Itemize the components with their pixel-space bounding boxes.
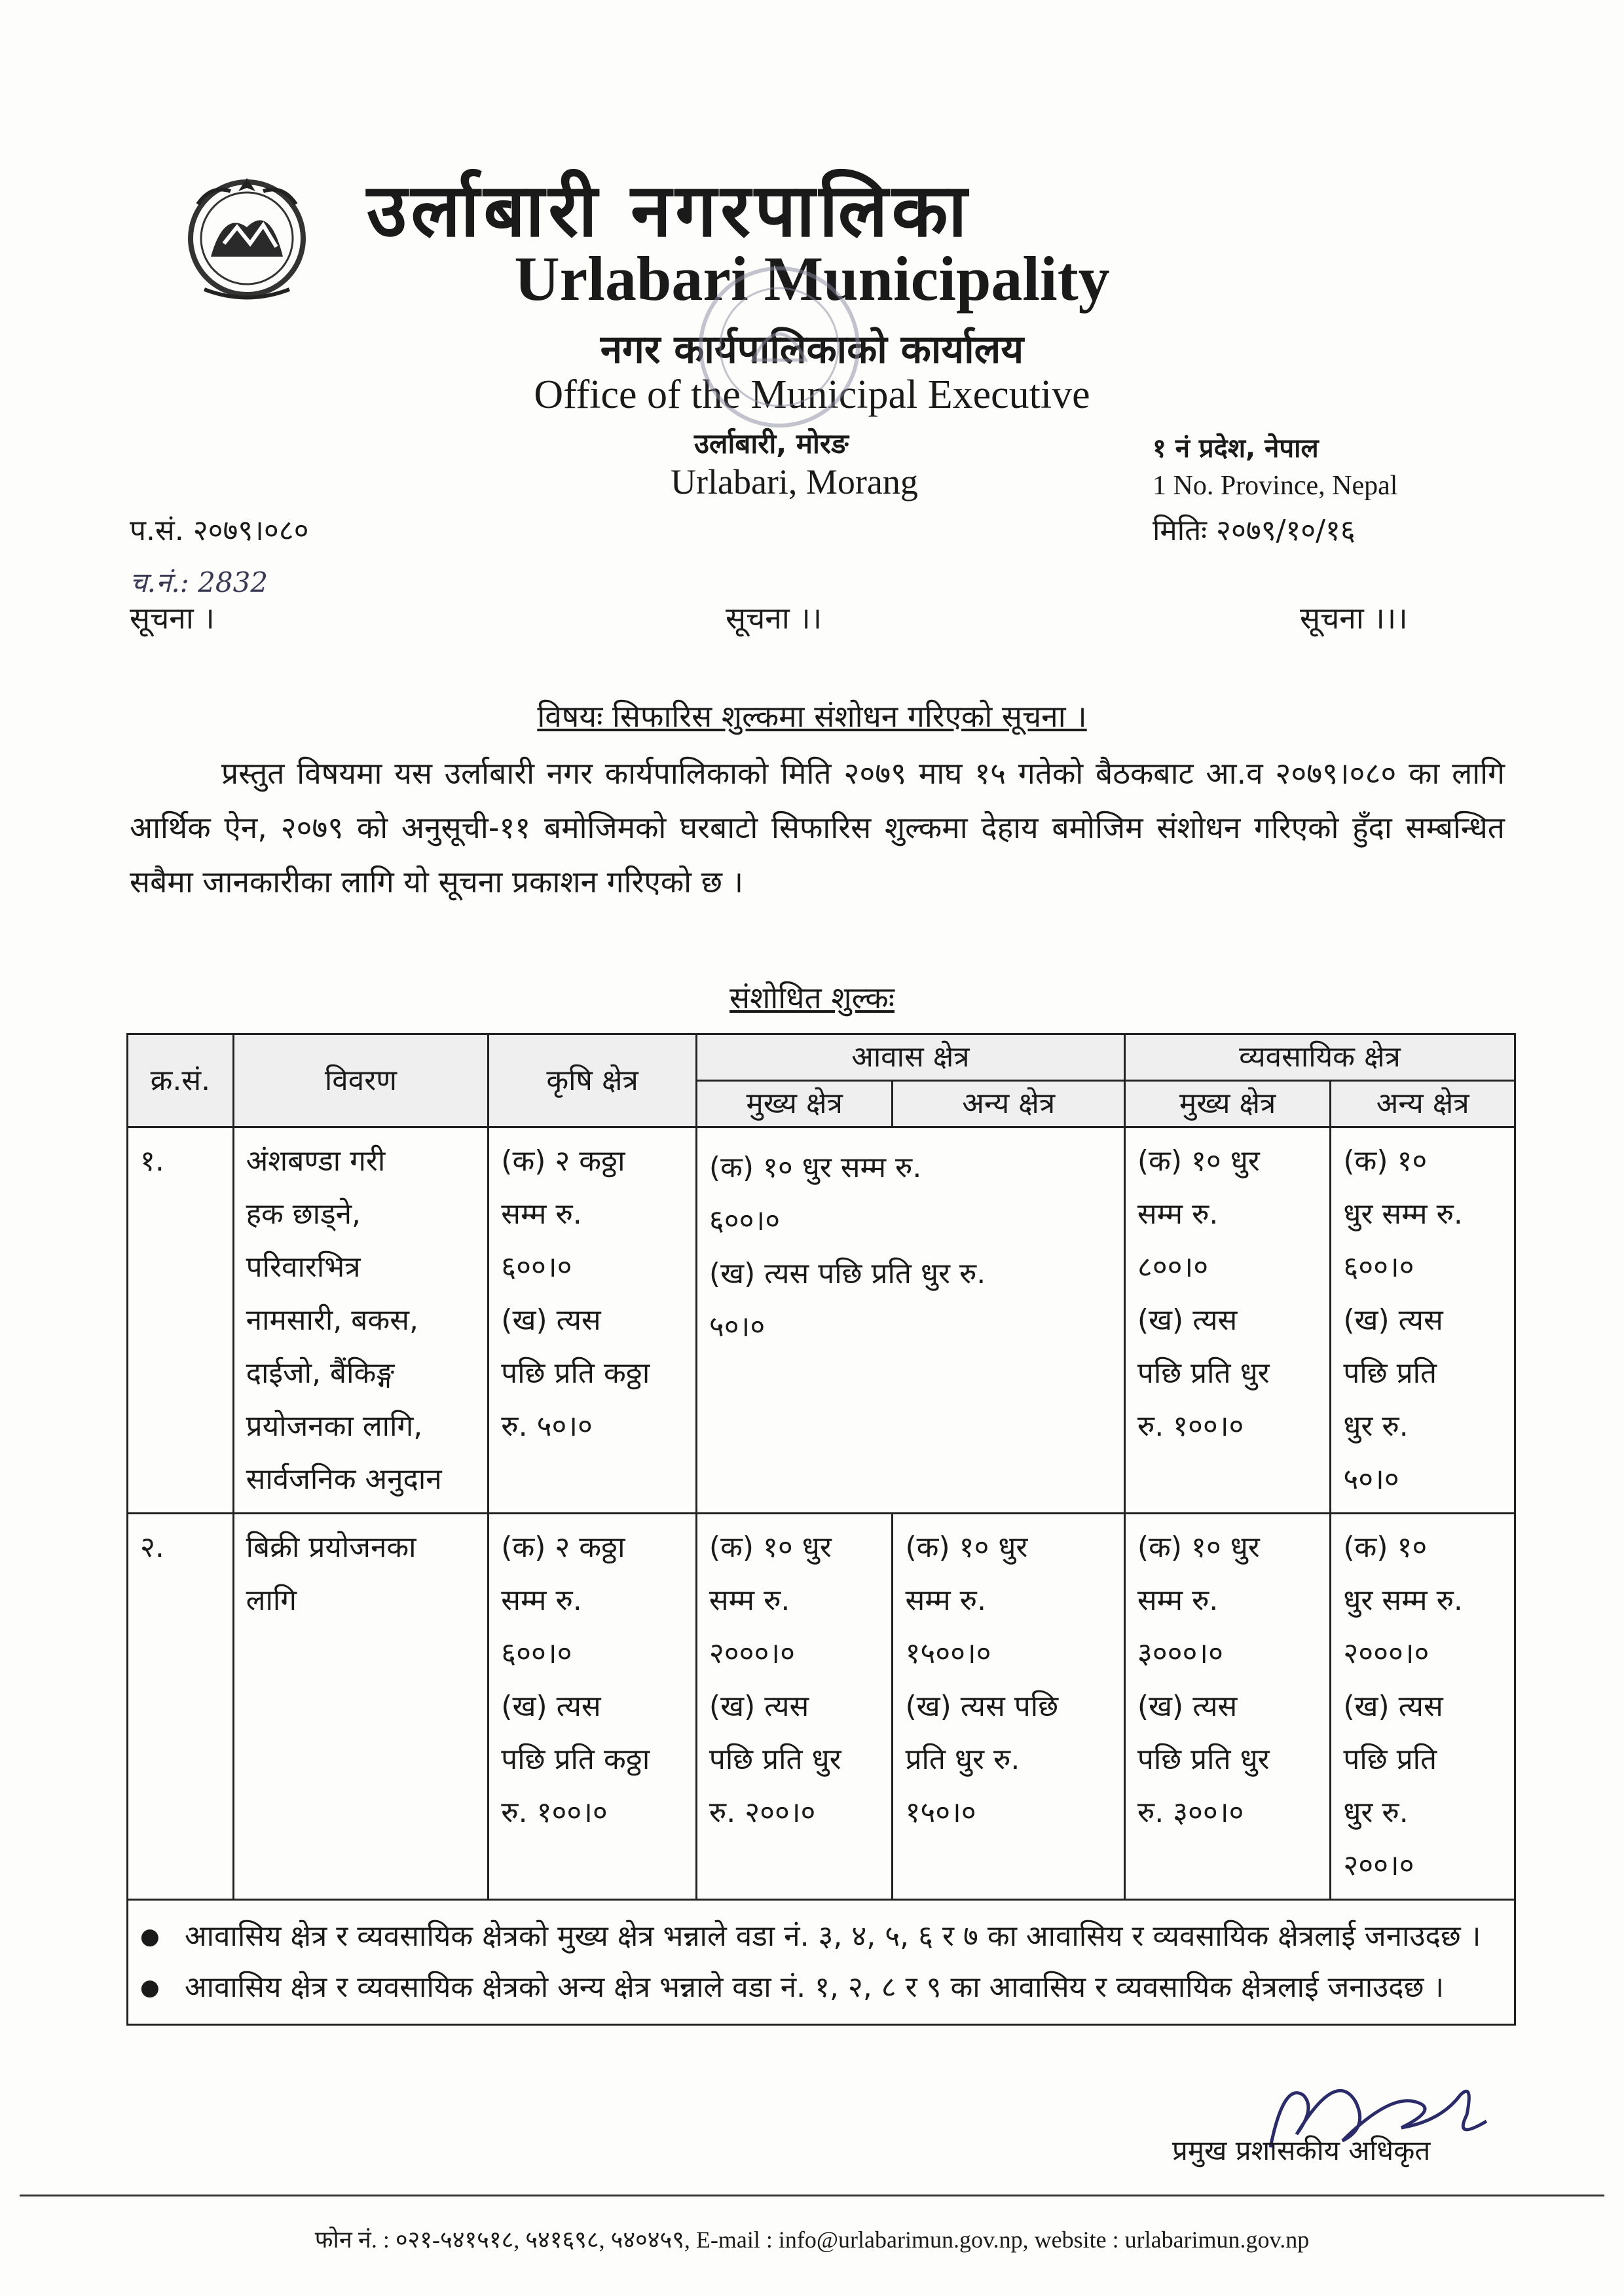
cell-line: पछि प्रति धुर bbox=[1137, 1743, 1270, 1776]
header-commercial-main: मुख्य क्षेत्र bbox=[1124, 1081, 1330, 1127]
cell-line: रु. ३००।० bbox=[1137, 1796, 1244, 1829]
table-row bbox=[128, 1514, 1515, 1900]
cell-line: (क) १० धुर सम्म रु. bbox=[709, 1151, 922, 1184]
revised-fee-table bbox=[126, 1033, 1516, 2026]
cell-line: ५०।० bbox=[1343, 1463, 1399, 1496]
office-name-nepali: नगर कार्यपालिकाको कार्यालय bbox=[600, 327, 1024, 373]
cell-line: ३०००।० bbox=[1137, 1637, 1223, 1670]
office-stamp-icon bbox=[681, 249, 877, 445]
cell-line: (ख) त्यस bbox=[1137, 1690, 1238, 1723]
row-commercial-other-fee bbox=[1331, 1514, 1515, 1900]
province-english: 1 No. Province, Nepal bbox=[1153, 471, 1398, 501]
table-caption: संशोधित शुल्कः bbox=[729, 980, 895, 1015]
cell-line: (क) १० bbox=[1343, 1531, 1428, 1564]
cell-line: अंशबण्डा गरी bbox=[246, 1144, 386, 1178]
issue-date: मितिः २०७९/१०/१६ bbox=[1153, 514, 1356, 547]
cell-line: (क) २ कठ्ठा bbox=[501, 1531, 625, 1564]
cell-line: सम्म रु. bbox=[501, 1197, 582, 1231]
cell-line: सार्वजनिक अनुदान bbox=[246, 1463, 442, 1496]
cell-line: पछि प्रति bbox=[1343, 1743, 1437, 1776]
cell-line: १५०।० bbox=[905, 1796, 976, 1829]
row-commercial-other-fee bbox=[1331, 1127, 1515, 1514]
cell-line: २००।० bbox=[1343, 1849, 1414, 1882]
cell-line: (ख) त्यस bbox=[501, 1303, 601, 1337]
cell-line: सम्म रु. bbox=[905, 1584, 986, 1617]
cell-line: २०००।० bbox=[1343, 1637, 1430, 1670]
row-serial: २. bbox=[128, 1514, 234, 1900]
header-description: विवरण bbox=[233, 1034, 489, 1127]
cell-line: (क) १० धुर bbox=[905, 1531, 1028, 1564]
cell-line: पछि प्रति कठ्ठा bbox=[501, 1357, 650, 1390]
cell-line: ८००।० bbox=[1137, 1250, 1209, 1284]
notice-label-2: सूचना ।। bbox=[726, 600, 822, 636]
table-row bbox=[128, 1127, 1515, 1514]
province-nepali: १ नं प्रदेश, नेपाल bbox=[1153, 433, 1319, 464]
row-commercial-main-fee bbox=[1124, 1514, 1330, 1900]
cell-line: सम्म रु. bbox=[501, 1584, 582, 1617]
cell-line: ६००।० bbox=[501, 1637, 572, 1670]
cell-line: प्रति धुर रु. bbox=[905, 1743, 1020, 1776]
cell-line: दाईजो, बैंकिङ्ग bbox=[246, 1357, 395, 1390]
header-agriculture: कृषि क्षेत्र bbox=[489, 1034, 697, 1127]
dispatch-number-handwritten: च.नं.: 2832 bbox=[130, 566, 268, 598]
notice-label-3: सूचना ।।। bbox=[1300, 600, 1408, 636]
header-serial: क्र.सं. bbox=[128, 1034, 234, 1127]
row-agriculture-fee bbox=[489, 1514, 697, 1900]
office-name-english: Office of the Municipal Executive bbox=[534, 373, 1090, 417]
cell-line: (क) १० धुर bbox=[709, 1531, 832, 1564]
cell-line: ५०।० bbox=[709, 1310, 766, 1343]
cell-line: ६००।० bbox=[1343, 1250, 1414, 1284]
cell-line: धुर रु. bbox=[1343, 1410, 1409, 1443]
cell-line: (ख) त्यस bbox=[709, 1690, 809, 1723]
cell-line: प्रयोजनका लागि, bbox=[246, 1410, 423, 1443]
cell-line: सम्म रु. bbox=[1137, 1584, 1219, 1617]
reference-number: प.सं. २०७९।०८० bbox=[130, 514, 309, 547]
bullet-icon: ● bbox=[140, 1923, 160, 1950]
cell-line: ६००।० bbox=[709, 1204, 781, 1237]
header-residential-main: मुख्य क्षेत्र bbox=[696, 1081, 893, 1127]
cell-line: २०००।० bbox=[709, 1637, 795, 1670]
cell-line: (क) १० धुर bbox=[1137, 1144, 1260, 1178]
row-residential-other-fee bbox=[893, 1514, 1124, 1900]
cell-line: धुर रु. bbox=[1343, 1796, 1409, 1829]
cell-line: रु. १००।० bbox=[1137, 1410, 1244, 1443]
note-text: आवासिय क्षेत्र र व्यवसायिक क्षेत्रको मुख्य क्षेत्र भन्नाले वडा नं. ३, ४, ५, ६ र ७ का आवासिय र व्यवसायिक क्षेत्रलाई जनाउदछ । bbox=[185, 1920, 1481, 1953]
signatory-title: प्रमुख प्रशासकीय अधिकृत bbox=[1172, 2134, 1431, 2166]
cell-line: (ख) त्यस पछि प्रति धुर रु. bbox=[709, 1257, 986, 1290]
row-agriculture-fee bbox=[489, 1127, 697, 1514]
cell-line: (क) २ कठ्ठा bbox=[501, 1144, 625, 1178]
cell-line: लागि bbox=[246, 1584, 297, 1617]
footer-divider bbox=[20, 2195, 1604, 2196]
header-commercial: व्यवसायिक क्षेत्र bbox=[1124, 1034, 1515, 1081]
cell-line: पछि प्रति bbox=[1343, 1357, 1437, 1390]
table-notes bbox=[128, 1900, 1515, 2025]
row-residential-fee bbox=[696, 1127, 1124, 1514]
bullet-icon: ● bbox=[140, 1975, 160, 2001]
header-residential: आवास क्षेत्र bbox=[696, 1034, 1124, 1081]
cell-line: रु. १००।० bbox=[501, 1796, 608, 1829]
notice-label-1: सूचना । bbox=[130, 600, 215, 636]
place-nepali: उर्लाबारी, मोरङ bbox=[694, 428, 849, 460]
notice-subject: विषयः सिफारिस शुल्कमा संशोधन गरिएको सूचना । bbox=[537, 699, 1087, 734]
cell-line: नामसारी, बकस, bbox=[246, 1303, 418, 1337]
note-item bbox=[140, 1911, 1502, 1962]
notice-body: प्रस्तुत विषयमा यस उर्लाबारी नगर कार्यपालिकाको मिति २०७९ माघ १५ गतेको बैठकबाट आ.व २०७९।०८० का लागि आर्थिक ऐन, २०७९ को अनुसूची-११ बमोजिमको घरबाटो सिफारिस शुल्कमा देहाय बमोजिम संशोधन गरिएको हुँदा सम्बन्धित सबैमा जानकारीका लागि यो सूचना प्रकाशन गरिएको छ । bbox=[130, 756, 1505, 900]
cell-line: (क) १० bbox=[1343, 1144, 1428, 1178]
cell-line: रु. ५०।० bbox=[501, 1410, 593, 1443]
cell-line: बिक्री प्रयोजनका bbox=[246, 1531, 416, 1564]
municipality-name-english: Urlabari Municipality bbox=[514, 244, 1110, 314]
cell-line: (ख) त्यस bbox=[1343, 1303, 1443, 1337]
cell-line: परिवारभित्र bbox=[246, 1250, 361, 1284]
cell-line: पछि प्रति कठ्ठा bbox=[501, 1743, 650, 1776]
row-description bbox=[233, 1514, 489, 1900]
cell-line: सम्म रु. bbox=[709, 1584, 790, 1617]
row-description bbox=[233, 1127, 489, 1514]
header-residential-other: अन्य क्षेत्र bbox=[893, 1081, 1124, 1127]
place-english: Urlabari, Morang bbox=[671, 462, 918, 501]
row-commercial-main-fee bbox=[1124, 1127, 1330, 1514]
cell-line: (ख) त्यस पछि bbox=[905, 1690, 1059, 1723]
note-text: आवासिय क्षेत्र र व्यवसायिक क्षेत्रको अन्य क्षेत्र भन्नाले वडा नं. १, २, ८ र ९ का आवासिय र व्यवसायिक क्षेत्रलाई जनाउदछ । bbox=[185, 1971, 1445, 2004]
cell-line: (ख) त्यस bbox=[501, 1690, 601, 1723]
municipality-name-nepali: उर्लाबारी नगरपालिका bbox=[367, 168, 971, 253]
cell-line: हक छाड्ने, bbox=[246, 1197, 361, 1231]
cell-line: पछि प्रति धुर bbox=[709, 1743, 841, 1776]
header-commercial-other: अन्य क्षेत्र bbox=[1331, 1081, 1515, 1127]
cell-line: रु. २००।० bbox=[709, 1796, 816, 1829]
cell-line: धुर सम्म रु. bbox=[1343, 1197, 1463, 1231]
cell-line: पछि प्रति धुर bbox=[1137, 1357, 1270, 1390]
footer-contact: फोन नं. : ०२१-५४१५१८, ५४१६९८, ५४०४५९, E-mail : info@urlabarimun.gov.np, website : urlabarimun.gov.np bbox=[314, 2227, 1310, 2253]
cell-line: सम्म रु. bbox=[1137, 1197, 1219, 1231]
row-serial: १. bbox=[128, 1127, 234, 1514]
cell-line: धुर सम्म रु. bbox=[1343, 1584, 1463, 1617]
row-residential-main-fee bbox=[696, 1514, 893, 1900]
note-item bbox=[140, 1962, 1502, 2013]
cell-line: (ख) त्यस bbox=[1137, 1303, 1238, 1337]
cell-line: (ख) त्यस bbox=[1343, 1690, 1443, 1723]
cell-line: १५००।० bbox=[905, 1637, 991, 1670]
cell-line: ६००।० bbox=[501, 1250, 572, 1284]
cell-line: (क) १० धुर bbox=[1137, 1531, 1260, 1564]
